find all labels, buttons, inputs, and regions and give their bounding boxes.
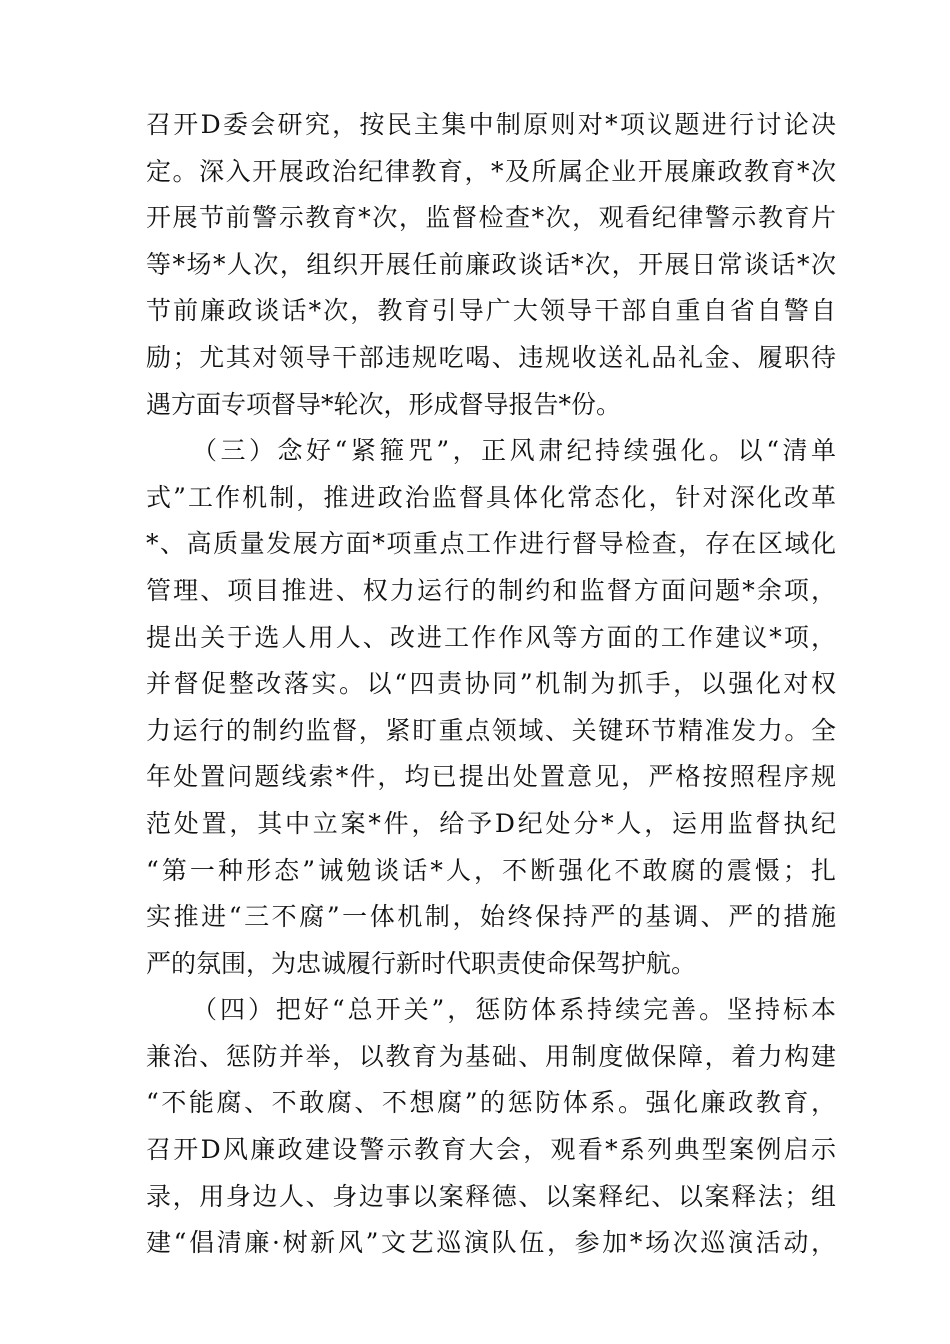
text-line: “第一种形态”诫勉谈话*人，不断强化不敢腐的震慑；扎	[146, 855, 836, 885]
text-line: 等*场*人次，组织开展任前廉政谈话*次，开展日常谈话*次	[146, 249, 836, 279]
text-line: 严的氛围，为忠诚履行新时代职责使命保驾护航。	[146, 948, 697, 978]
text-line: 开展节前警示教育*次，监督检查*次，观看纪律警示教育片	[146, 203, 836, 233]
text-line: 实推进“三不腐”一体机制，始终保持严的基调、严的措施	[146, 902, 836, 932]
text-line: 提出关于选人用人、改进工作作风等方面的工作建议*项，	[146, 622, 836, 652]
text-line: 并督促整改落实。以“四责协同”机制为抓手，以强化对权	[146, 669, 836, 699]
document-body	[146, 102, 836, 1267]
text-line: 式”工作机制，推进政治监督具体化常态化，针对深化改革	[146, 482, 836, 512]
text-line: “不能腐、不敢腐、不想腐”的惩防体系。强化廉政教育，	[146, 1088, 836, 1118]
text-line: 年处置问题线索*件，均已提出处置意见，严格按照程序规	[146, 762, 836, 792]
text-line: 力运行的制约监督，紧盯重点领域、关键环节精准发力。全	[146, 715, 836, 745]
text-line: 录，用身边人、身边事以案释德、以案释纪、以案释法；组	[146, 1181, 836, 1211]
text-line: 节前廉政谈话*次，教育引导广大领导干部自重自省自警自	[146, 296, 836, 326]
text-line: 范处置，其中立案*件，给予D纪处分*人，运用监督执纪	[146, 808, 836, 838]
text-line: 定。深入开展政治纪律教育，*及所属企业开展廉政教育*次	[146, 156, 836, 186]
text-line: 建“倡清廉·树新风”文艺巡演队伍，参加*场次巡演活动，	[146, 1228, 836, 1258]
section-heading-line: （三）念好“紧箍咒”，正风肃纪持续强化。以“清单	[192, 436, 836, 466]
text-line: 召开D委会研究，按民主集中制原则对*项议题进行讨论决	[146, 110, 836, 139]
text-line: *、高质量发展方面*项重点工作进行督导检查，存在区域化	[146, 529, 836, 559]
text-line: 管理、项目推进、权力运行的制约和监督方面问题*余项，	[146, 575, 836, 605]
text-line: 召开D风廉政建设警示教育大会，观看*系列典型案例启示	[146, 1135, 836, 1165]
section-heading-line: （四）把好“总开关”，惩防体系持续完善。坚持标本	[192, 995, 836, 1025]
text-line: 兼治、惩防并举，以教育为基础、用制度做保障，着力构建	[146, 1041, 836, 1071]
text-line: 励；尤其对领导干部违规吃喝、违规收送礼品礼金、履职待	[146, 342, 836, 372]
text-line: 遇方面专项督导*轮次，形成督导报告*份。	[146, 389, 622, 419]
